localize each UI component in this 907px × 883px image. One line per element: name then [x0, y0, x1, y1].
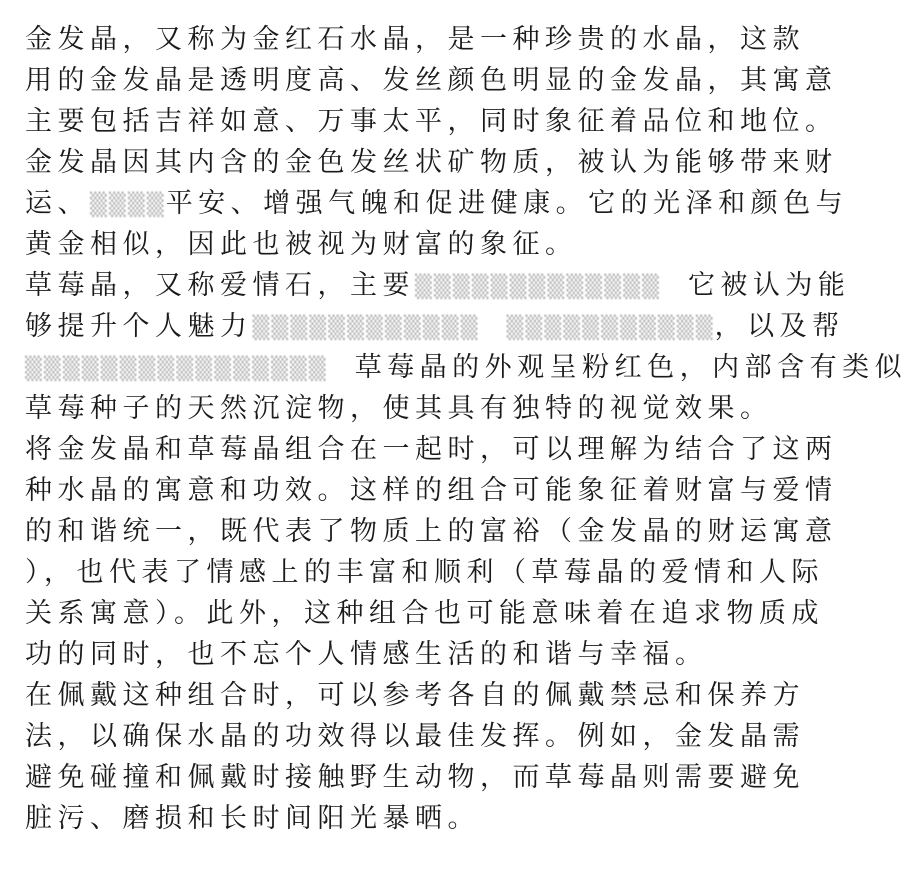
- text-segment: 它被认为能: [687, 270, 851, 301]
- garbled-text: ▒▒▒▒▒▒▒▒▒▒▒▒ ▒▒▒▒▒▒▒▒▒▒▒: [252, 316, 715, 341]
- text-line: [25, 389, 773, 429]
- text-line: [25, 512, 838, 552]
- text-segment: 草莓种子的天然沉淀物，使其具有独特的视觉效果。: [25, 393, 773, 424]
- text-line: [25, 184, 849, 224]
- text-segment: 在佩戴这种组合时，可以参考各自的佩戴禁忌和保养方: [25, 680, 805, 711]
- text-segment: 将金发晶和草莓晶组合在一起时，可以理解为结合了这两: [25, 434, 838, 465]
- text-segment: ，以及帮: [714, 311, 845, 342]
- text-line: [25, 143, 838, 183]
- text-line: [25, 61, 838, 101]
- text-line: [25, 225, 745, 265]
- text-line: [25, 430, 838, 470]
- text-line: [25, 20, 805, 60]
- text-line: [25, 717, 805, 757]
- text-line: [25, 594, 824, 634]
- text-segment: 关系寓意）。此外，这种组合也可能意味着在追求物质成: [25, 598, 824, 629]
- text-line: [25, 348, 907, 388]
- text-segment: 平安、增强气魄和促进健康。它的光泽和颜色与: [165, 188, 849, 219]
- text-line: [25, 758, 805, 798]
- text-segment: 黄金相似，因此也被视为财富的象征。: [25, 229, 578, 260]
- text-segment: 法，以确保水晶的功效得以最佳发挥。例如，金发晶需: [25, 721, 805, 752]
- garbled-text: ▒▒▒▒▒▒▒▒▒▒▒▒▒: [415, 275, 688, 300]
- text-segment: 避免碰撞和佩戴时接触野生动物，而草莓晶则需要避免: [25, 762, 805, 793]
- text-line: [25, 635, 745, 675]
- garbled-text: ▒▒▒▒: [90, 193, 166, 218]
- text-line: [25, 266, 851, 306]
- text-segment: 用的金发晶是透明度高、发丝颜色明显的金发晶，其寓意: [25, 65, 838, 96]
- text-line: [25, 799, 745, 839]
- text-line: [25, 676, 805, 716]
- text-segment: 金发晶因其内含的金色发丝状矿物质，被认为能够带来财: [25, 147, 838, 178]
- text-segment: 主要包括吉祥如意、万事太平，同时象征着品位和地位。: [25, 106, 838, 137]
- text-segment: 草莓晶，又称爱情石，主要: [25, 270, 415, 301]
- text-segment: 草莓晶的外观呈粉红色，内部含有类似: [354, 352, 907, 383]
- text-segment: 金发晶，又称为金红石水晶，是一种珍贵的水晶，这款: [25, 24, 805, 55]
- text-segment: 功的同时，也不忘个人情感生活的和谐与幸福。: [25, 639, 708, 670]
- text-line: [25, 553, 824, 593]
- text-segment: 种水晶的寓意和功效。这样的组合可能象征着财富与爱情: [25, 475, 838, 506]
- text-line: [25, 102, 838, 142]
- text-segment: 够提升个人魅力: [25, 311, 253, 342]
- text-segment: 的和谐统一，既代表了物质上的富裕（金发晶的财运寓意: [25, 516, 838, 547]
- garbled-text: ▒▒▒▒▒▒▒▒▒▒▒▒▒▒▒▒: [25, 357, 355, 382]
- text-segment: 运、: [25, 188, 90, 219]
- text-segment: 脏污、磨损和长时间阳光暴晒。: [25, 803, 480, 834]
- text-line: [25, 307, 845, 347]
- text-segment: ），也代表了情感上的丰富和顺利（草莓晶的爱情和人际: [25, 557, 824, 588]
- text-line: [25, 471, 838, 511]
